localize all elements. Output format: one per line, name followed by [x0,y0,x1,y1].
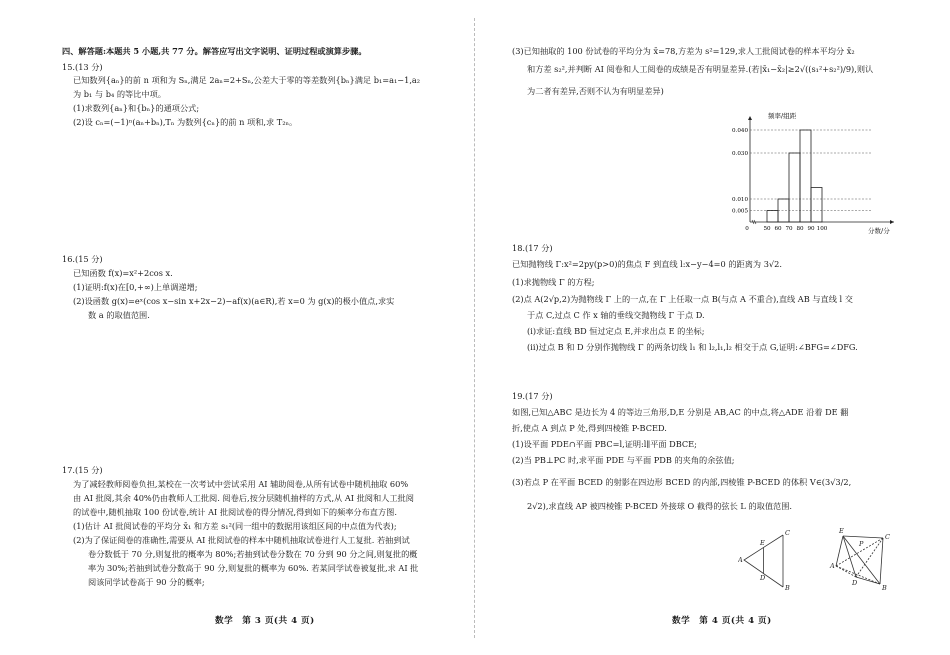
y-tick-label: 0.040 [731,128,748,134]
fig2-label-a: A [830,562,835,570]
x-tick-label: 50 [763,226,771,232]
fig1-label-e: E [760,539,765,547]
q18-stem-line1: 已知抛物线 Γ:x²=2py(p>0)的焦点 F 到直线 l:x−y−4=0 的距离为 3√2. [512,259,782,269]
q18-part2-line1: (2)点 A(2√p,2)为抛物线 Γ 上的一点,在 Γ 上任取一点 B(与点 A 不重合),直线 AB 与直线 l 交 [512,294,853,304]
q17-part2-line1: (2)为了保证阅卷的准确性,需要从 AI 批阅试卷的样本中随机抽取试卷进行人工复批. 若抽到试 [73,535,410,545]
histogram-x-ticks [745,226,828,232]
q16-part1: (1)证明:f(x)在[0,+∞)上单调递增; [73,282,198,292]
q16-part2-line2: 数 a 的取值范围. [88,310,150,320]
q18-label: 18.(17 分) [512,243,553,253]
q15-part1: (1)求数列{aₙ}和{bₙ}的通项公式; [73,103,200,113]
q18-sub1: (i)求证:直线 BD 恒过定点 E,并求出点 E 的坐标; [527,326,705,336]
histogram-bar [800,130,811,222]
q19-stem-line2: 折,使点 A 到点 P 处,得到四棱锥 P-BCED. [512,423,667,433]
x-tick-label: 100 [816,226,828,232]
q17-stem-line1: 为了减轻教师阅卷负担,某校在一次考试中尝试采用 AI 辅助阅卷,从所有试卷中随机抽取 60% [73,479,409,489]
q15-stem-line2: 为 b₁ 与 b₄ 的等比中项。 [73,89,166,99]
y-tick-label: 0.030 [731,151,748,157]
q19-part1: (1)设平面 PDE∩平面 PBC=l,证明:l∥平面 DBCE; [512,439,697,449]
q19-label: 19.(17 分) [512,391,553,401]
q19-part2: (2)当 PB⊥PC 时,求平面 PDE 与平面 PDB 的夹角的余弦值; [512,455,735,465]
q17-part3-line3: 为二者有差异,否则不认为有明显差异) [527,86,664,96]
x-tick-label: 70 [785,226,793,232]
y-tick-label: 0.010 [731,197,748,203]
histogram-x-label: 分数/分 [868,227,890,235]
x-tick-label: 0 [745,226,749,232]
geometry-figures [738,524,908,596]
fig1-label-a: A [738,556,743,564]
fig1-label-b: B [785,584,790,592]
page-divider [474,18,476,638]
q19-part3-line1: (3)若点 P 在平面 BCED 的射影在四边形 BCED 的内部,四棱锥 P-BCED 的体积 V∈(3√3/2, [512,477,852,487]
page-footer-left: 数学 第 3 页(共 4 页) [215,616,315,626]
q16-label: 16.(15 分) [62,254,103,264]
q17-stem-line3: 的试卷中,随机抽取 100 份试卷,统计 AI 批阅试卷的得分情况,得到如下的频率分布直方图. [73,507,397,517]
q19-part3-line2: 2√2),求直线 AP 被四棱锥 P-BCED 外接球 O 截得的弦长 L 的取值范围. [527,501,792,511]
x-axis-arrow [890,220,894,224]
x-tick-label: 60 [774,226,782,232]
histogram-bar [789,153,800,222]
histogram-bars [767,130,822,222]
section-header: 四、解答题:本题共 5 小题,共 77 分。解答应写出文字说明、证明过程或演算步骤。 [62,46,367,56]
q17-part2-line4: 阅该同学试卷高于 90 分的概率; [88,577,205,587]
q17-label: 17.(15 分) [62,465,103,475]
q16-part2-line1: (2)设函数 g(x)=eˣ(cos x−sin x+2x−2)−af(x)(a∈R),若 x=0 为 g(x)的极小值点,求实 [73,296,395,306]
q19-stem-line1: 如图,已知△ABC 是边长为 4 的等边三角形,D,E 分别是 AB,AC 的中点,将△ADE 沿着 DE 翻 [512,407,849,417]
frequency-histogram [722,110,902,238]
q17-part2-line3: 率为 30%;若抽到试卷分数高于 90 分,则复批的概率为 60%. 若某同学试卷被复批,求 AI 批 [88,563,419,573]
q18-sub2: (ii)过点 B 和 D 分别作抛物线 Γ 的两条切线 l₁ 和 l₂,l₁,l₂ 相交于点 G,证明:∠BFG=∠DFG. [527,342,858,352]
x-tick-label: 80 [796,226,804,232]
histogram-bar [767,211,778,223]
q17-part1: (1)估计 AI 批阅试卷的平均分 x̄₁ 和方差 s₁²(同一组中的数据用该组区间的中点值为代表); [73,521,397,531]
fig1-label-d: D [760,574,766,582]
q17-part2-line2: 卷分数低于 70 分,则复批的概率为 80%;若抽到试卷分数在 70 分到 90 分之间,则复批的概 [88,549,418,559]
q16-stem-line1: 已知函数 f(x)=x²+2cos x. [73,268,173,278]
x-tick-label: 90 [807,226,815,232]
histogram-y-ticks [732,128,748,215]
fig2-label-d: D [852,579,858,587]
histogram-axes [748,116,894,224]
fig2-label-c: C [885,533,890,541]
q18-part2-line2: 于点 C,过点 C 作 x 轴的垂线交抛物线 Γ 于点 D. [527,310,705,320]
q15-part2: (2)设 cₙ=(−1)ⁿ(aₙ+bₙ),Tₙ 为数列{cₙ}的前 n 项和,求 T₂ₙ。 [73,117,298,127]
q17-part3-line1: (3)已知抽取的 100 份试卷的平均分为 x̄=78,方差为 s²=129,求人工批阅试卷的样本平均分 x̄₂ [512,46,855,56]
q17-stem-line2: 由 AI 批阅,其余 40%仍由教师人工批阅. 阅卷后,按分层随机抽样的方式,从 AI 批阅和人工批阅 [73,493,414,503]
fig2-label-p: P [859,540,864,548]
histogram-y-label: 频率/组距 [768,112,797,120]
fig2-label-b: B [882,584,887,592]
q15-stem-line1: 已知数列{aₙ}的前 n 项和为 Sₙ,满足 2aₙ=2+Sₙ,公差大于零的等差数列{bₙ}满足 b₁=a₁−1,a₂ [73,75,421,85]
fig1-label-c: C [785,529,790,537]
fig2-label-e: E [839,527,844,535]
q17-part3-line2: 和方差 s₂²,并判断 AI 阅卷和人工阅卷的成绩是否有明显差异.(若|x̄₁−x̄₂|≥2√((s₁²+s₂²)/9),则认 [527,64,874,74]
histogram-bar [811,188,822,223]
q15-label: 15.(13 分) [62,62,103,72]
q18-part1: (1)求抛物线 Γ 的方程; [512,277,595,287]
page-footer-right: 数学 第 4 页(共 4 页) [672,616,772,626]
y-tick-label: 0.005 [731,208,748,215]
y-axis-arrow [748,116,752,120]
